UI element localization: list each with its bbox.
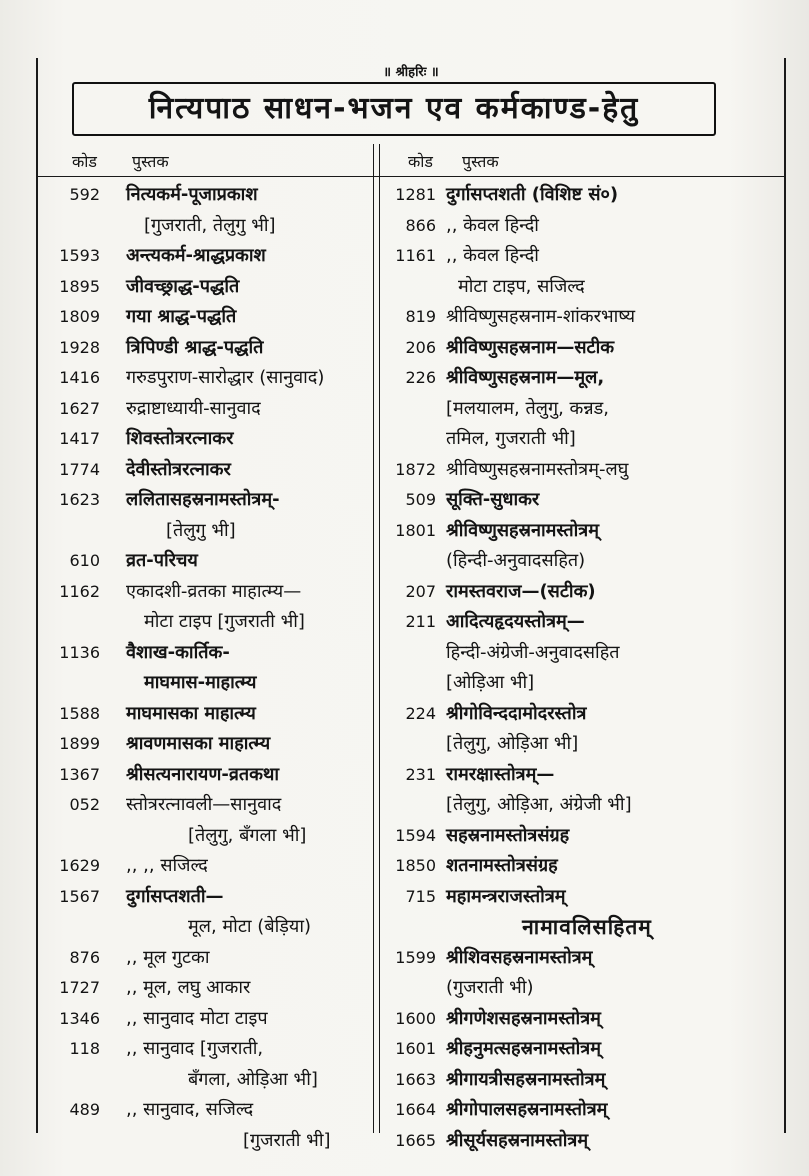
book-title: रुद्राष्टाध्यायी-सानुवाद xyxy=(126,397,261,419)
book-row xyxy=(38,1004,372,1035)
book-code: 118 xyxy=(69,1039,100,1058)
book-title: [मलयालम, तेलुगु, कन्नड, xyxy=(446,397,609,419)
book-code: 1162 xyxy=(59,581,100,601)
book-code: 1161 xyxy=(395,246,436,265)
book-row xyxy=(38,760,372,791)
book-row xyxy=(38,333,372,364)
book-title: [ओड़िआ भी] xyxy=(446,672,535,693)
code-header: कोड xyxy=(72,152,97,171)
book-code: 1588 xyxy=(59,703,100,723)
book-row xyxy=(382,180,782,211)
book-row xyxy=(38,699,372,730)
book-row xyxy=(38,912,372,943)
book-code: 1417 xyxy=(59,429,100,448)
book-row xyxy=(38,485,372,516)
book-title: मोटा टाइप, सजिल्द xyxy=(458,275,585,297)
book-row xyxy=(382,943,782,974)
code-header: कोड xyxy=(408,152,433,171)
book-row xyxy=(382,1065,782,1096)
header-divider xyxy=(38,176,784,177)
book-title: मूल, मोटा (बेड़िया) xyxy=(188,916,312,937)
book-row xyxy=(38,729,372,760)
book-code: 1594 xyxy=(395,825,436,845)
book-title: रामस्तवराज—(सटीक) xyxy=(446,580,596,602)
book-row xyxy=(382,882,782,913)
book-code: 206 xyxy=(405,337,436,357)
book-row xyxy=(38,1126,372,1157)
book-row xyxy=(38,455,372,486)
book-row xyxy=(382,211,782,242)
page-title: नित्यपाठ साधन-भजन एव कर्मकाण्ड-हेतु xyxy=(72,82,716,136)
book-title: हिन्दी-अंग्रेजी-अनुवादसहित xyxy=(446,641,620,663)
book-row xyxy=(382,394,782,425)
book-row xyxy=(38,943,372,974)
book-title: अन्त्यकर्म-श्राद्धप्रकाश xyxy=(126,245,266,266)
book-title: श्रीगोविन्ददामोदरस्तोत्र xyxy=(446,702,587,724)
book-title: श्रावणमासका माहात्म्य xyxy=(126,733,271,754)
book-title: ,, केवल हिन्दी xyxy=(446,245,539,266)
book-title: श्रीसत्यनारायण-व्रतकथा xyxy=(126,763,280,785)
book-title: रामरक्षास्तोत्रम्— xyxy=(446,763,555,785)
book-title: ,, मूल गुटका xyxy=(126,946,210,968)
book-row xyxy=(38,363,372,394)
section-heading: नामावलिसहितम् xyxy=(522,915,652,939)
book-code: 1727 xyxy=(59,978,100,997)
book-title: [तेलुगु, ओड़िआ भी] xyxy=(446,733,579,754)
book-title: दुर्गासप्तशती— xyxy=(126,885,224,907)
book-row xyxy=(38,302,372,333)
book-row xyxy=(382,577,782,608)
book-code: 1899 xyxy=(59,734,100,753)
book-row xyxy=(38,211,372,242)
book-code: 1593 xyxy=(59,246,100,265)
book-title: श्रीहनुमत्सहस्रनामस्तोत्रम् xyxy=(446,1038,601,1059)
book-row xyxy=(38,272,372,303)
book-title: [तेलुगु भी] xyxy=(166,519,236,541)
book-row xyxy=(38,516,372,547)
book-title: स्तोत्ररत्नावली—सानुवाद xyxy=(126,794,282,815)
left-book-list xyxy=(38,180,372,1156)
book-title: ललितासहस्रनामस्तोत्रम्- xyxy=(126,489,280,510)
book-title: तमिल, गुजराती भी] xyxy=(446,428,576,449)
book-title: ,, केवल हिन्दी xyxy=(446,214,539,236)
book-row xyxy=(38,821,372,852)
book-title: श्रीविष्णुसहस्रनाम—मूल, xyxy=(446,367,605,388)
book-title: देवीस्तोत्ररत्नाकर xyxy=(126,458,231,480)
right-column-header xyxy=(390,150,774,176)
right-book-list xyxy=(382,180,782,1156)
book-title: श्रीगायत्रीसहस्रनामस्तोत्रम् xyxy=(446,1068,606,1090)
book-code: 1629 xyxy=(59,856,100,875)
book-row xyxy=(382,912,782,943)
book-title: व्रत-परिचय xyxy=(126,550,198,571)
book-code: 509 xyxy=(405,490,436,509)
book-title: गरुडपुराण-सारोद्धार (सानुवाद) xyxy=(126,367,325,388)
book-title: [गुजराती, तेलुगु भी] xyxy=(144,214,276,236)
book-row xyxy=(382,272,782,303)
book-code: 1895 xyxy=(59,276,100,296)
book-row xyxy=(38,180,372,211)
book-row xyxy=(38,638,372,669)
invocation-text: ॥ श्रीहरिः ॥ xyxy=(383,65,439,80)
book-title: ,, सानुवाद, सजिल्द xyxy=(126,1099,254,1120)
book-row xyxy=(382,607,782,638)
book-title: श्रीविष्णुसहस्रनाम-शांकरभाष्य xyxy=(446,306,636,327)
book-row xyxy=(382,851,782,882)
book-code: 226 xyxy=(405,368,436,387)
book-code: 224 xyxy=(405,703,436,723)
book-title: माघमास-माहात्म्य xyxy=(144,672,257,693)
book-row xyxy=(38,851,372,882)
book-title: शिवस्तोत्ररत्नाकर xyxy=(126,428,234,449)
book-title: [तेलुगु, बँगला भी] xyxy=(188,824,307,846)
book-title: (गुजराती भी) xyxy=(446,977,534,998)
book-row xyxy=(382,241,782,272)
book-row xyxy=(382,699,782,730)
book-row xyxy=(38,1034,372,1065)
book-title: ,, ,, सजिल्द xyxy=(126,855,208,876)
book-title: शतनामस्तोत्रसंग्रह xyxy=(446,855,558,876)
book-row xyxy=(38,1065,372,1096)
book-title: मोटा टाइप [गुजराती भी] xyxy=(144,611,305,632)
book-title: श्रीविष्णुसहस्रनामस्तोत्रम् xyxy=(446,519,599,541)
book-code: 1872 xyxy=(395,459,436,479)
book-row xyxy=(38,882,372,913)
book-title: गया श्राद्ध-पद्धति xyxy=(126,306,237,327)
book-code: 1664 xyxy=(395,1100,436,1119)
book-header: पुस्तक xyxy=(132,152,169,171)
book-row xyxy=(382,760,782,791)
book-title: महामन्त्रराजस्तोत्रम् xyxy=(446,885,566,907)
book-row xyxy=(382,333,782,364)
book-code: 610 xyxy=(69,551,100,570)
book-title: (हिन्दी-अनुवादसहित) xyxy=(446,550,586,571)
catalog-frame xyxy=(36,58,786,1151)
book-row xyxy=(382,516,782,547)
book-title: श्रीगणेशसहस्रनामस्तोत्रम् xyxy=(446,1007,601,1029)
book-code: 1567 xyxy=(59,886,100,906)
book-title: वैशाख-कार्तिक- xyxy=(126,641,230,663)
book-row xyxy=(38,241,372,272)
book-title: ,, सानुवाद मोटा टाइप xyxy=(126,1007,268,1029)
book-row xyxy=(38,546,372,577)
book-code: 1627 xyxy=(59,398,100,418)
book-title: एकादशी-व्रतका माहात्म्य— xyxy=(126,580,302,602)
book-code: 592 xyxy=(69,185,100,204)
book-code: 715 xyxy=(405,886,436,906)
book-title: [तेलुगु, ओड़िआ, अंग्रेजी भी] xyxy=(446,794,632,815)
book-row xyxy=(382,1126,782,1157)
book-code: 1623 xyxy=(59,490,100,509)
book-code: 1928 xyxy=(59,337,100,357)
book-title: माघमासका माहात्म्य xyxy=(126,702,256,724)
book-code: 1774 xyxy=(59,459,100,479)
book-row xyxy=(38,973,372,1004)
book-code: 1599 xyxy=(395,947,436,967)
book-code: 819 xyxy=(405,307,436,326)
book-title: [गुजराती भी] xyxy=(243,1129,331,1151)
book-code: 1136 xyxy=(59,642,100,662)
book-row xyxy=(382,302,782,333)
book-row xyxy=(38,424,372,455)
book-title: सूक्ति-सुधाकर xyxy=(446,489,540,510)
book-title: दुर्गासप्तशती (विशिष्ट सं०) xyxy=(446,184,619,205)
book-row xyxy=(382,668,782,699)
book-title: ,, सानुवाद [गुजराती, xyxy=(126,1038,264,1059)
book-code: 489 xyxy=(69,1100,100,1119)
book-row xyxy=(382,1034,782,1065)
book-row xyxy=(38,668,372,699)
book-code: 1367 xyxy=(59,764,100,784)
book-code: 1850 xyxy=(395,856,436,875)
book-header: पुस्तक xyxy=(462,152,499,171)
book-code: 1416 xyxy=(59,368,100,387)
book-row xyxy=(38,394,372,425)
book-row xyxy=(38,607,372,638)
book-row xyxy=(382,455,782,486)
book-title: ,, मूल, लघु आकार xyxy=(126,977,251,998)
book-title: श्रीशिवसहस्रनामस्तोत्रम् xyxy=(446,946,593,968)
book-code: 866 xyxy=(405,215,436,235)
book-code: 1600 xyxy=(395,1008,436,1028)
book-code: 231 xyxy=(405,764,436,784)
book-row xyxy=(382,363,782,394)
book-row xyxy=(382,790,782,821)
book-row xyxy=(382,821,782,852)
book-code: 211 xyxy=(405,612,436,631)
book-code: 1601 xyxy=(395,1039,436,1058)
book-title: जीवच्छ्राद्ध-पद्धति xyxy=(126,275,240,297)
book-code: 1809 xyxy=(59,307,100,326)
book-code: 1663 xyxy=(395,1069,436,1089)
book-title: नित्यकर्म-पूजाप्रकाश xyxy=(126,184,258,205)
book-code: 1801 xyxy=(395,520,436,540)
book-title: त्रिपिण्डी श्राद्ध-पद्धति xyxy=(126,336,264,358)
book-row xyxy=(38,577,372,608)
left-column-header xyxy=(52,150,367,176)
book-row xyxy=(38,790,372,821)
book-code: 207 xyxy=(405,581,436,601)
book-title: श्रीविष्णुसहस्रनामस्तोत्रम्-लघु xyxy=(446,458,629,480)
book-code: 1665 xyxy=(395,1130,436,1150)
book-title: श्रीसूर्यसहस्रनामस्तोत्रम् xyxy=(446,1129,589,1151)
book-title: श्रीगोपालसहस्रनामस्तोत्रम् xyxy=(446,1099,608,1120)
book-row xyxy=(382,1004,782,1035)
book-row xyxy=(38,1095,372,1126)
book-row xyxy=(382,546,782,577)
book-row xyxy=(382,1095,782,1126)
book-row xyxy=(382,485,782,516)
book-row xyxy=(382,973,782,1004)
book-row xyxy=(382,638,782,669)
book-title: श्रीविष्णुसहस्रनाम—सटीक xyxy=(446,336,615,358)
book-code: 1346 xyxy=(59,1008,100,1028)
book-code: 1281 xyxy=(395,185,436,204)
book-title: सहस्रनामस्तोत्रसंग्रह xyxy=(446,824,570,846)
book-code: 876 xyxy=(69,947,100,967)
book-title: आदित्यहृदयस्तोत्रम्— xyxy=(446,611,585,632)
book-row xyxy=(382,424,782,455)
book-title: बँगला, ओड़िआ भी] xyxy=(188,1068,318,1090)
book-code: 052 xyxy=(69,795,100,814)
column-divider xyxy=(373,144,380,1133)
book-row xyxy=(382,729,782,760)
